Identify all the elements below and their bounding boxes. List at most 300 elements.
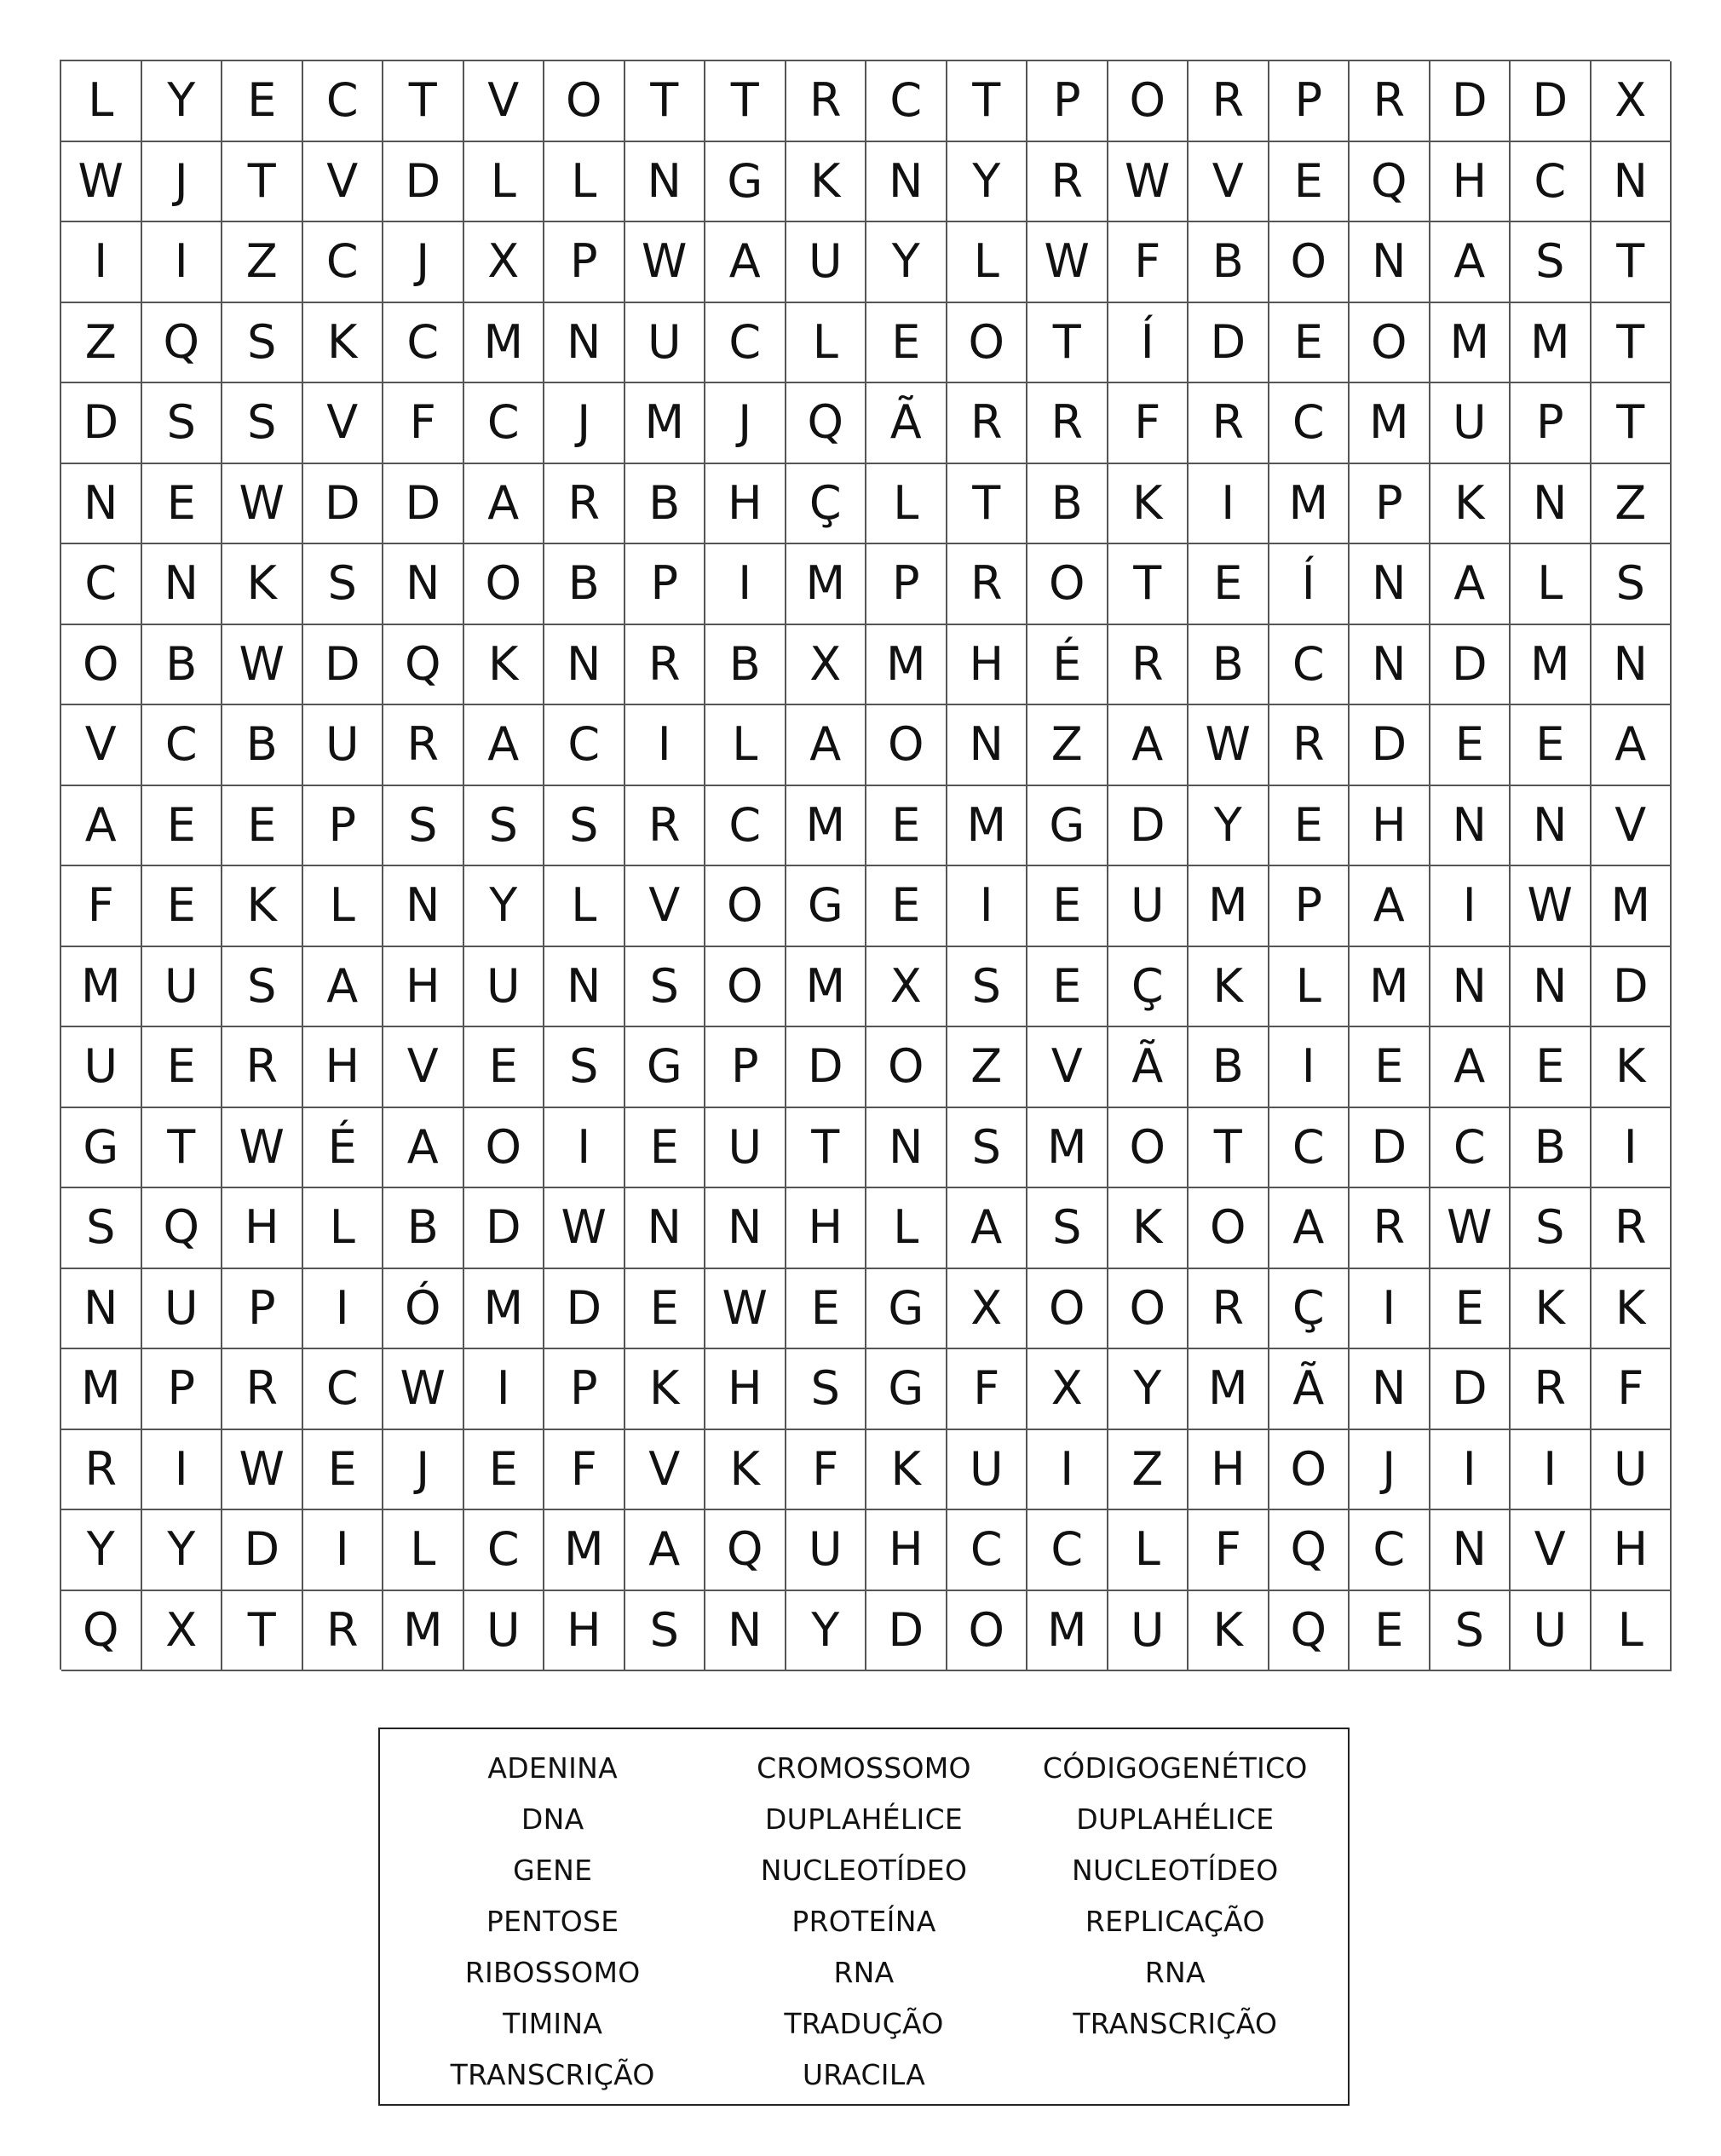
grid-cell[interactable]: S [1511, 1188, 1591, 1269]
grid-cell[interactable]: D [383, 142, 464, 223]
grid-cell[interactable]: M [61, 1349, 142, 1430]
grid-cell[interactable]: T [947, 464, 1028, 545]
grid-cell[interactable]: M [1269, 464, 1350, 545]
grid-cell[interactable]: S [464, 786, 545, 867]
grid-cell[interactable]: A [1269, 1188, 1350, 1269]
grid-cell[interactable]: Q [1269, 1510, 1350, 1591]
grid-cell[interactable]: R [383, 705, 464, 786]
grid-cell[interactable]: F [1189, 1510, 1269, 1591]
grid-cell[interactable]: L [1511, 544, 1591, 625]
grid-cell[interactable]: I [142, 1430, 223, 1511]
grid-cell[interactable]: R [1189, 61, 1269, 142]
grid-cell[interactable]: D [1430, 61, 1511, 142]
grid-cell[interactable]: A [1108, 705, 1189, 786]
grid-cell[interactable]: E [625, 1269, 706, 1350]
grid-cell[interactable]: D [1189, 303, 1269, 384]
grid-cell[interactable]: R [1350, 1188, 1430, 1269]
grid-cell[interactable]: K [1108, 1188, 1189, 1269]
grid-cell[interactable]: K [303, 303, 384, 384]
grid-cell[interactable]: Í [1108, 303, 1189, 384]
grid-cell[interactable]: K [1430, 464, 1511, 545]
grid-cell[interactable]: F [61, 866, 142, 947]
grid-cell[interactable]: Q [1269, 1591, 1350, 1672]
grid-cell[interactable]: W [383, 1349, 464, 1430]
grid-cell[interactable]: C [303, 1349, 384, 1430]
grid-cell[interactable]: N [142, 544, 223, 625]
grid-cell[interactable]: U [786, 222, 867, 303]
grid-cell[interactable]: U [464, 1591, 545, 1672]
grid-cell[interactable]: D [1511, 61, 1591, 142]
grid-cell[interactable]: H [705, 1349, 786, 1430]
grid-cell[interactable]: H [1430, 142, 1511, 223]
grid-cell[interactable]: C [947, 1510, 1028, 1591]
grid-cell[interactable]: N [866, 142, 947, 223]
grid-cell[interactable]: C [303, 61, 384, 142]
grid-cell[interactable]: M [1027, 1591, 1108, 1672]
grid-cell[interactable]: K [1108, 464, 1189, 545]
grid-cell[interactable]: C [464, 1510, 545, 1591]
grid-cell[interactable]: M [786, 947, 867, 1028]
grid-cell[interactable]: O [1108, 1108, 1189, 1189]
grid-cell[interactable]: Í [1269, 544, 1350, 625]
grid-cell[interactable]: U [1108, 1591, 1189, 1672]
grid-cell[interactable]: E [1350, 1591, 1430, 1672]
grid-cell[interactable]: D [1350, 705, 1430, 786]
grid-cell[interactable]: M [1189, 1349, 1269, 1430]
grid-cell[interactable]: Y [142, 61, 223, 142]
grid-cell[interactable]: Ã [866, 383, 947, 464]
grid-cell[interactable]: Y [61, 1510, 142, 1591]
grid-cell[interactable]: M [383, 1591, 464, 1672]
grid-cell[interactable]: I [464, 1349, 545, 1430]
grid-cell[interactable]: Z [1591, 464, 1672, 545]
grid-cell[interactable]: T [1591, 303, 1672, 384]
grid-cell[interactable]: N [1350, 544, 1430, 625]
grid-cell[interactable]: W [222, 625, 303, 706]
grid-cell[interactable]: A [464, 464, 545, 545]
grid-cell[interactable]: L [786, 303, 867, 384]
grid-cell[interactable]: N [1350, 625, 1430, 706]
grid-cell[interactable]: E [464, 1430, 545, 1511]
grid-cell[interactable]: C [1269, 383, 1350, 464]
grid-cell[interactable]: H [1591, 1510, 1672, 1591]
grid-cell[interactable]: T [786, 1108, 867, 1189]
grid-cell[interactable]: V [1027, 1027, 1108, 1108]
grid-cell[interactable]: Y [1189, 786, 1269, 867]
grid-cell[interactable]: Z [222, 222, 303, 303]
grid-cell[interactable]: S [222, 947, 303, 1028]
grid-cell[interactable]: B [142, 625, 223, 706]
grid-cell[interactable]: F [1591, 1349, 1672, 1430]
grid-cell[interactable]: R [786, 61, 867, 142]
grid-cell[interactable]: H [1350, 786, 1430, 867]
grid-cell[interactable]: D [866, 1591, 947, 1672]
grid-cell[interactable]: E [142, 464, 223, 545]
grid-cell[interactable]: N [1430, 947, 1511, 1028]
grid-cell[interactable]: L [1591, 1591, 1672, 1672]
grid-cell[interactable]: E [1511, 1027, 1591, 1108]
grid-cell[interactable]: I [1269, 1027, 1350, 1108]
grid-cell[interactable]: N [1511, 464, 1591, 545]
grid-cell[interactable]: K [786, 142, 867, 223]
grid-cell[interactable]: K [1591, 1269, 1672, 1350]
grid-cell[interactable]: Q [142, 1188, 223, 1269]
grid-cell[interactable]: C [61, 544, 142, 625]
grid-cell[interactable]: M [1027, 1108, 1108, 1189]
grid-cell[interactable]: T [1591, 383, 1672, 464]
grid-cell[interactable]: Y [1108, 1349, 1189, 1430]
grid-cell[interactable]: G [786, 866, 867, 947]
grid-cell[interactable]: O [705, 947, 786, 1028]
grid-cell[interactable]: S [544, 786, 625, 867]
grid-cell[interactable]: C [866, 61, 947, 142]
grid-cell[interactable]: N [705, 1591, 786, 1672]
grid-cell[interactable]: U [464, 947, 545, 1028]
grid-cell[interactable]: A [303, 947, 384, 1028]
grid-cell[interactable]: P [1269, 61, 1350, 142]
grid-cell[interactable]: Z [1108, 1430, 1189, 1511]
grid-cell[interactable]: E [866, 786, 947, 867]
grid-cell[interactable]: U [142, 1269, 223, 1350]
grid-cell[interactable]: J [383, 222, 464, 303]
grid-cell[interactable]: N [1591, 625, 1672, 706]
grid-cell[interactable]: Ç [1108, 947, 1189, 1028]
grid-cell[interactable]: D [1108, 786, 1189, 867]
grid-cell[interactable]: H [1189, 1430, 1269, 1511]
grid-cell[interactable]: H [786, 1188, 867, 1269]
grid-cell[interactable]: V [1591, 786, 1672, 867]
grid-cell[interactable]: Ã [1108, 1027, 1189, 1108]
grid-cell[interactable]: S [947, 947, 1028, 1028]
grid-cell[interactable]: D [303, 625, 384, 706]
grid-cell[interactable]: P [1511, 383, 1591, 464]
grid-cell[interactable]: U [786, 1510, 867, 1591]
grid-cell[interactable]: R [1269, 705, 1350, 786]
grid-cell[interactable]: T [705, 61, 786, 142]
grid-cell[interactable]: I [1430, 866, 1511, 947]
grid-cell[interactable]: F [1108, 383, 1189, 464]
grid-cell[interactable]: E [1430, 705, 1511, 786]
grid-cell[interactable]: W [705, 1269, 786, 1350]
grid-cell[interactable]: K [222, 866, 303, 947]
grid-cell[interactable]: O [705, 866, 786, 947]
grid-cell[interactable]: G [866, 1349, 947, 1430]
grid-cell[interactable]: E [222, 786, 303, 867]
grid-cell[interactable]: C [544, 705, 625, 786]
grid-cell[interactable]: I [544, 1108, 625, 1189]
grid-cell[interactable]: B [1189, 625, 1269, 706]
grid-cell[interactable]: W [222, 1108, 303, 1189]
grid-cell[interactable]: S [61, 1188, 142, 1269]
grid-cell[interactable]: H [866, 1510, 947, 1591]
grid-cell[interactable]: D [1591, 947, 1672, 1028]
grid-cell[interactable]: H [705, 464, 786, 545]
grid-cell[interactable]: R [303, 1591, 384, 1672]
grid-cell[interactable]: M [786, 544, 867, 625]
grid-cell[interactable]: M [786, 786, 867, 867]
grid-cell[interactable]: T [142, 1108, 223, 1189]
grid-cell[interactable]: R [222, 1027, 303, 1108]
grid-cell[interactable]: R [1027, 142, 1108, 223]
grid-cell[interactable]: A [947, 1188, 1028, 1269]
grid-cell[interactable]: L [1269, 947, 1350, 1028]
grid-cell[interactable]: K [222, 544, 303, 625]
grid-cell[interactable]: Q [61, 1591, 142, 1672]
grid-cell[interactable]: U [705, 1108, 786, 1189]
grid-cell[interactable]: V [625, 1430, 706, 1511]
grid-cell[interactable]: O [1027, 544, 1108, 625]
grid-cell[interactable]: P [1027, 61, 1108, 142]
grid-cell[interactable]: V [383, 1027, 464, 1108]
grid-cell[interactable]: V [1511, 1510, 1591, 1591]
grid-cell[interactable]: S [786, 1349, 867, 1430]
grid-cell[interactable]: G [866, 1269, 947, 1350]
grid-cell[interactable]: U [1591, 1430, 1672, 1511]
grid-cell[interactable]: R [1027, 383, 1108, 464]
grid-cell[interactable]: S [947, 1108, 1028, 1189]
grid-cell[interactable]: X [142, 1591, 223, 1672]
grid-cell[interactable]: Ó [383, 1269, 464, 1350]
grid-cell[interactable]: T [625, 61, 706, 142]
grid-cell[interactable]: F [1108, 222, 1189, 303]
grid-cell[interactable]: D [544, 1269, 625, 1350]
grid-cell[interactable]: I [303, 1510, 384, 1591]
grid-cell[interactable]: E [1269, 303, 1350, 384]
grid-cell[interactable]: R [1591, 1188, 1672, 1269]
grid-cell[interactable]: É [303, 1108, 384, 1189]
grid-cell[interactable]: Q [1350, 142, 1430, 223]
grid-cell[interactable]: S [1430, 1591, 1511, 1672]
grid-cell[interactable]: B [1027, 464, 1108, 545]
grid-cell[interactable]: C [1430, 1108, 1511, 1189]
grid-cell[interactable]: B [1189, 1027, 1269, 1108]
grid-cell[interactable]: B [1511, 1108, 1591, 1189]
grid-cell[interactable]: R [947, 544, 1028, 625]
grid-cell[interactable]: P [544, 222, 625, 303]
grid-cell[interactable]: E [142, 786, 223, 867]
grid-cell[interactable]: C [705, 303, 786, 384]
grid-cell[interactable]: A [1430, 1027, 1511, 1108]
grid-cell[interactable]: N [947, 705, 1028, 786]
grid-cell[interactable]: O [544, 61, 625, 142]
grid-cell[interactable]: O [1269, 222, 1350, 303]
grid-cell[interactable]: M [625, 383, 706, 464]
grid-cell[interactable]: L [303, 866, 384, 947]
grid-cell[interactable]: U [947, 1430, 1028, 1511]
grid-cell[interactable]: A [1430, 544, 1511, 625]
grid-cell[interactable]: K [464, 625, 545, 706]
grid-cell[interactable]: I [1027, 1430, 1108, 1511]
grid-cell[interactable]: P [303, 786, 384, 867]
grid-cell[interactable]: N [383, 866, 464, 947]
grid-cell[interactable]: N [1430, 1510, 1511, 1591]
grid-cell[interactable]: R [222, 1349, 303, 1430]
grid-cell[interactable]: N [1350, 222, 1430, 303]
grid-cell[interactable]: N [383, 544, 464, 625]
grid-cell[interactable]: F [786, 1430, 867, 1511]
grid-cell[interactable]: R [625, 625, 706, 706]
grid-cell[interactable]: B [222, 705, 303, 786]
grid-cell[interactable]: S [222, 383, 303, 464]
grid-cell[interactable]: A [786, 705, 867, 786]
grid-cell[interactable]: S [625, 947, 706, 1028]
grid-cell[interactable]: X [947, 1269, 1028, 1350]
grid-cell[interactable]: J [705, 383, 786, 464]
grid-cell[interactable]: Y [866, 222, 947, 303]
grid-cell[interactable]: I [625, 705, 706, 786]
grid-cell[interactable]: Y [464, 866, 545, 947]
grid-cell[interactable]: W [625, 222, 706, 303]
grid-cell[interactable]: B [1189, 222, 1269, 303]
grid-cell[interactable]: W [1189, 705, 1269, 786]
grid-cell[interactable]: K [1591, 1027, 1672, 1108]
grid-cell[interactable]: O [464, 544, 545, 625]
grid-cell[interactable]: K [1511, 1269, 1591, 1350]
grid-cell[interactable]: V [625, 866, 706, 947]
grid-cell[interactable]: E [222, 61, 303, 142]
grid-cell[interactable]: C [1511, 142, 1591, 223]
grid-cell[interactable]: E [1027, 947, 1108, 1028]
grid-cell[interactable]: M [1189, 866, 1269, 947]
grid-cell[interactable]: O [1189, 1188, 1269, 1269]
grid-cell[interactable]: N [544, 947, 625, 1028]
grid-cell[interactable]: R [1189, 1269, 1269, 1350]
grid-cell[interactable]: L [947, 222, 1028, 303]
grid-cell[interactable]: I [61, 222, 142, 303]
grid-cell[interactable]: C [464, 383, 545, 464]
grid-cell[interactable]: C [1027, 1510, 1108, 1591]
grid-cell[interactable]: E [1350, 1027, 1430, 1108]
grid-cell[interactable]: D [786, 1027, 867, 1108]
grid-cell[interactable]: U [303, 705, 384, 786]
grid-cell[interactable]: C [383, 303, 464, 384]
grid-cell[interactable]: X [1591, 61, 1672, 142]
grid-cell[interactable]: M [1430, 303, 1511, 384]
grid-cell[interactable]: K [1189, 1591, 1269, 1672]
grid-cell[interactable]: W [544, 1188, 625, 1269]
grid-cell[interactable]: W [1511, 866, 1591, 947]
grid-cell[interactable]: A [1350, 866, 1430, 947]
grid-cell[interactable]: T [1027, 303, 1108, 384]
grid-cell[interactable]: B [625, 464, 706, 545]
grid-cell[interactable]: P [544, 1349, 625, 1430]
grid-cell[interactable]: Q [786, 383, 867, 464]
grid-cell[interactable]: C [303, 222, 384, 303]
grid-cell[interactable]: N [544, 625, 625, 706]
grid-cell[interactable]: P [1350, 464, 1430, 545]
grid-cell[interactable]: H [383, 947, 464, 1028]
grid-cell[interactable]: G [61, 1108, 142, 1189]
grid-cell[interactable]: L [544, 866, 625, 947]
grid-cell[interactable]: M [61, 947, 142, 1028]
grid-cell[interactable]: M [1350, 947, 1430, 1028]
grid-cell[interactable]: L [61, 61, 142, 142]
grid-cell[interactable]: K [705, 1430, 786, 1511]
grid-cell[interactable]: M [464, 303, 545, 384]
grid-cell[interactable]: B [544, 544, 625, 625]
grid-cell[interactable]: A [1591, 705, 1672, 786]
grid-cell[interactable]: Ç [786, 464, 867, 545]
grid-cell[interactable]: P [222, 1269, 303, 1350]
grid-cell[interactable]: O [1108, 1269, 1189, 1350]
grid-cell[interactable]: I [1591, 1108, 1672, 1189]
grid-cell[interactable]: D [1350, 1108, 1430, 1189]
grid-cell[interactable]: M [947, 786, 1028, 867]
grid-cell[interactable]: M [1511, 303, 1591, 384]
grid-cell[interactable]: X [786, 625, 867, 706]
grid-cell[interactable]: V [464, 61, 545, 142]
grid-cell[interactable]: I [947, 866, 1028, 947]
grid-cell[interactable]: T [222, 1591, 303, 1672]
grid-cell[interactable]: E [1269, 786, 1350, 867]
grid-cell[interactable]: N [61, 1269, 142, 1350]
grid-cell[interactable]: E [1511, 705, 1591, 786]
grid-cell[interactable]: T [1591, 222, 1672, 303]
grid-cell[interactable]: K [1189, 947, 1269, 1028]
grid-cell[interactable]: A [61, 786, 142, 867]
grid-cell[interactable]: S [544, 1027, 625, 1108]
grid-cell[interactable]: L [866, 1188, 947, 1269]
grid-cell[interactable]: C [1350, 1510, 1430, 1591]
grid-cell[interactable]: O [866, 705, 947, 786]
grid-cell[interactable]: F [383, 383, 464, 464]
grid-cell[interactable]: Ç [1269, 1269, 1350, 1350]
grid-cell[interactable]: V [61, 705, 142, 786]
grid-cell[interactable]: I [1189, 464, 1269, 545]
grid-cell[interactable]: P [705, 1027, 786, 1108]
grid-cell[interactable]: W [1108, 142, 1189, 223]
grid-cell[interactable]: E [1430, 1269, 1511, 1350]
grid-cell[interactable]: W [222, 464, 303, 545]
grid-cell[interactable]: U [1108, 866, 1189, 947]
grid-cell[interactable]: R [625, 786, 706, 867]
grid-cell[interactable]: Z [61, 303, 142, 384]
grid-cell[interactable]: A [1430, 222, 1511, 303]
grid-cell[interactable]: N [1511, 947, 1591, 1028]
grid-cell[interactable]: C [1269, 625, 1350, 706]
grid-cell[interactable]: O [61, 625, 142, 706]
grid-cell[interactable]: K [866, 1430, 947, 1511]
grid-cell[interactable]: P [866, 544, 947, 625]
grid-cell[interactable]: L [705, 705, 786, 786]
grid-cell[interactable]: O [1350, 303, 1430, 384]
grid-cell[interactable]: V [1189, 142, 1269, 223]
grid-cell[interactable]: P [1269, 866, 1350, 947]
grid-cell[interactable]: B [383, 1188, 464, 1269]
grid-cell[interactable]: V [303, 142, 384, 223]
grid-cell[interactable]: R [61, 1430, 142, 1511]
grid-cell[interactable]: J [1350, 1430, 1430, 1511]
grid-cell[interactable]: U [142, 947, 223, 1028]
grid-cell[interactable]: I [1430, 1430, 1511, 1511]
grid-cell[interactable]: N [625, 1188, 706, 1269]
grid-cell[interactable]: I [142, 222, 223, 303]
grid-cell[interactable]: U [625, 303, 706, 384]
grid-cell[interactable]: S [383, 786, 464, 867]
grid-cell[interactable]: D [1430, 625, 1511, 706]
grid-cell[interactable]: O [1108, 61, 1189, 142]
grid-cell[interactable]: A [383, 1108, 464, 1189]
grid-cell[interactable]: N [1591, 142, 1672, 223]
grid-cell[interactable]: N [544, 303, 625, 384]
grid-cell[interactable]: W [1430, 1188, 1511, 1269]
grid-cell[interactable]: M [544, 1510, 625, 1591]
grid-cell[interactable]: Q [383, 625, 464, 706]
grid-cell[interactable]: S [303, 544, 384, 625]
grid-cell[interactable]: Z [947, 1027, 1028, 1108]
grid-cell[interactable]: L [1108, 1510, 1189, 1591]
grid-cell[interactable]: G [1027, 786, 1108, 867]
